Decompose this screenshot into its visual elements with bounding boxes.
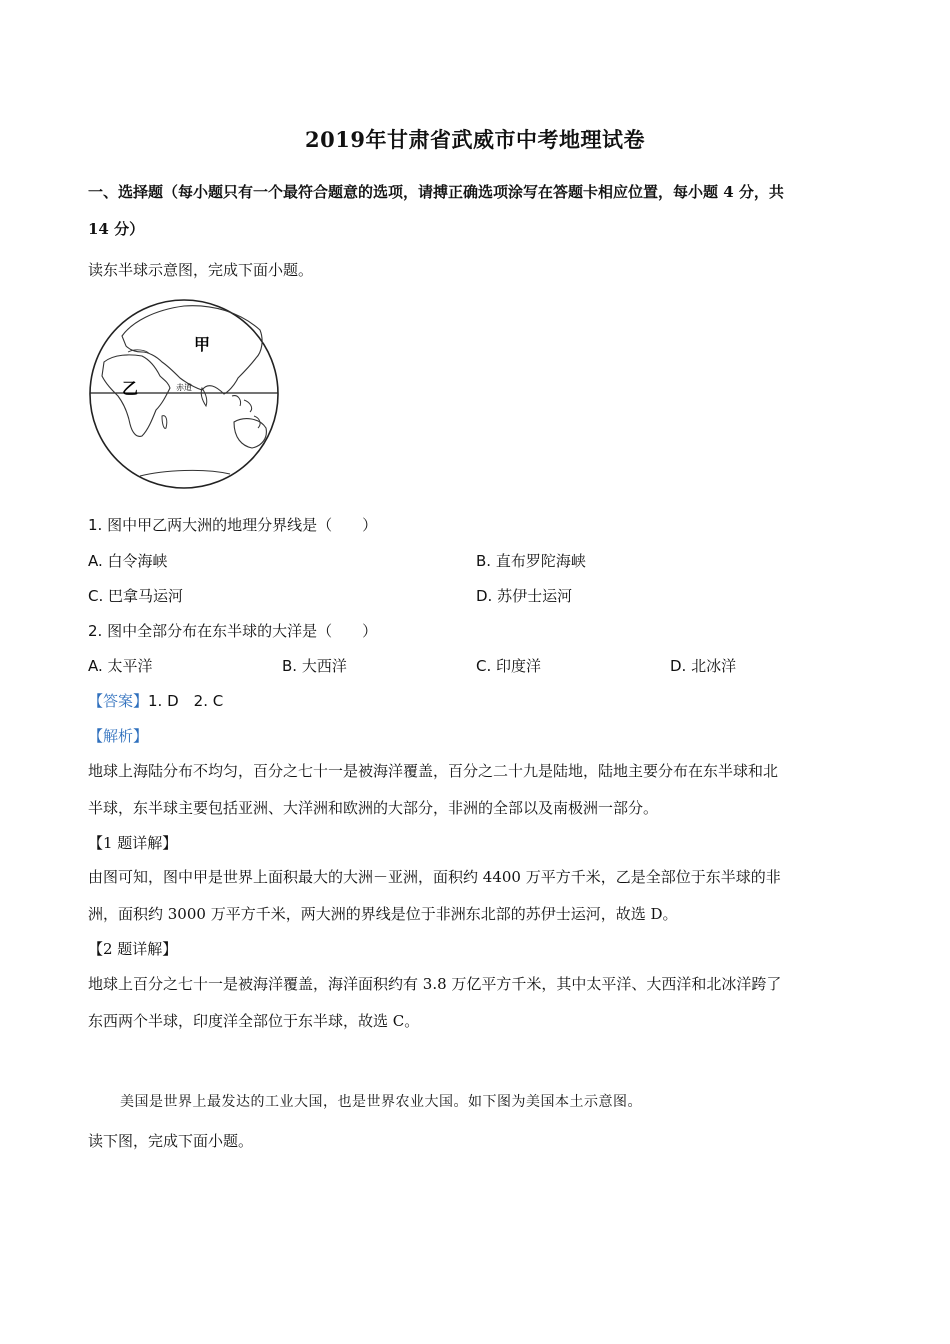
section-heading-line2: 14 分） xyxy=(88,220,145,238)
eastern-hemisphere-map xyxy=(84,296,284,492)
detail-1-line2: 洲，面积约 3000 万平方千米，两大洲的界线是位于非洲东北部的苏伊士运河，故选 D。 xyxy=(88,905,678,923)
question-1-stem: 1. 图中甲乙两大洲的地理分界线是（ ） xyxy=(88,516,378,534)
answer-text: 1. D 2. C xyxy=(148,692,224,710)
label-jia: 甲 xyxy=(194,335,211,354)
detail-2-line2: 东西两个半球，印度洋全部位于东半球，故选 C。 xyxy=(88,1012,420,1030)
q1-option-d: D. 苏伊士运河 xyxy=(476,587,573,605)
detail-2-tag: 【2 题详解】 xyxy=(88,940,178,958)
detail-2-line1: 地球上百分之七十一是被海洋覆盖，海洋面积约有 3.8 万亿平方千米，其中太平洋、大西洋和北冰洋跨了 xyxy=(88,975,782,993)
usa-intro: 美国是世界上最发达的工业大国，也是世界农业大国。如下图为美国本土示意图。 xyxy=(120,1094,642,1110)
intro-eastern-hemisphere: 读东半球示意图，完成下面小题。 xyxy=(88,261,314,279)
detail-1-line1: 由图可知，图中甲是世界上面积最大的大洲－亚洲，面积约 4400 万平方千米，乙是全部位于东半球的非 xyxy=(88,868,781,886)
label-equator: 赤道 xyxy=(176,383,192,392)
answer-tag: 【答案】 xyxy=(88,692,149,710)
q2-option-b: B. 大西洋 xyxy=(282,657,347,675)
analysis-line1: 地球上海陆分布不均匀，百分之七十一是被海洋覆盖，百分之二十九是陆地，陆地主要分布在东半球和北 xyxy=(88,762,779,780)
globe-outline xyxy=(90,300,278,488)
question-2-stem: 2. 图中全部分布在东半球的大洋是（ ） xyxy=(88,622,378,640)
q2-option-c: C. 印度洋 xyxy=(476,657,542,675)
detail-1-tag: 【1 题详解】 xyxy=(88,834,178,852)
q1-option-c: C. 巴拿马运河 xyxy=(88,587,184,605)
label-yi: 乙 xyxy=(122,379,139,398)
section-heading-line1: 一、选择题（每小题只有一个最符合题意的选项，请搏正确选项涂写在答题卡相应位置，每小题 4 分，共 xyxy=(88,183,784,201)
analysis-tag: 【解析】 xyxy=(88,727,149,745)
q1-option-a: A. 白令海峡 xyxy=(88,552,168,570)
q1-option-b: B. 直布罗陀海峡 xyxy=(476,552,586,570)
q2-option-d: D. 北冰洋 xyxy=(670,657,737,675)
page-title: 2019年甘肃省武威市中考地理试卷 xyxy=(305,127,645,152)
q2-option-a: A. 太平洋 xyxy=(88,657,153,675)
analysis-line2: 半球，东半球主要包括亚洲、大洋洲和欧洲的大部分，非洲的全部以及南极洲一部分。 xyxy=(88,799,659,817)
read-map-instruction: 读下图，完成下面小题。 xyxy=(88,1132,254,1150)
answer-line xyxy=(88,690,223,712)
